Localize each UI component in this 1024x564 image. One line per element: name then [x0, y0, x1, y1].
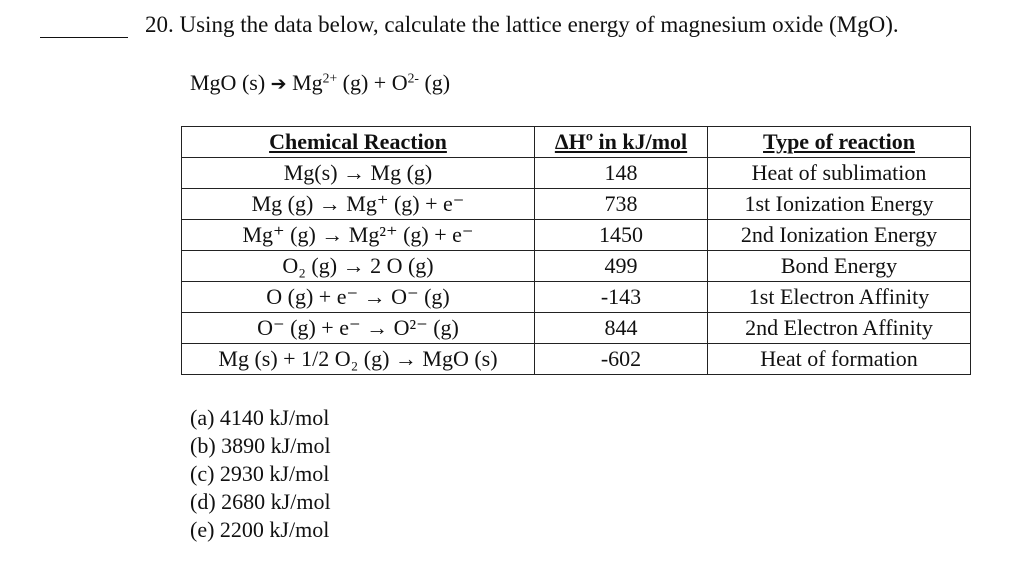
answer-blank	[40, 37, 128, 38]
reaction-cell: Mg(s) → Mg (g)	[182, 158, 535, 189]
table-header-row	[182, 127, 971, 158]
equation-mg: Mg	[292, 70, 323, 95]
type-cell: 2nd Electron Affinity	[708, 313, 971, 344]
equation-o-state: (g)	[424, 70, 451, 95]
enthalpy-cell: -143	[535, 282, 708, 313]
enthalpy-cell: 738	[535, 189, 708, 220]
answer-options	[190, 404, 331, 544]
thermo-data-table	[181, 126, 971, 375]
table-row	[182, 189, 971, 220]
question-number: 20.	[145, 12, 174, 37]
table-row	[182, 313, 971, 344]
question-text: Using the data below, calculate the lattice energy of magnesium oxide (MgO).	[179, 12, 899, 37]
enthalpy-cell: 148	[535, 158, 708, 189]
enthalpy-cell: -602	[535, 344, 708, 375]
type-cell: Heat of formation	[708, 344, 971, 375]
table-row	[182, 282, 971, 313]
table-row	[182, 344, 971, 375]
enthalpy-cell: 499	[535, 251, 708, 282]
equation-mg-state: (g) + O	[342, 70, 408, 95]
reaction-cell: O⁻ (g) + e⁻ → O²⁻ (g)	[182, 313, 535, 344]
type-cell: Bond Energy	[708, 251, 971, 282]
type-cell: 1st Ionization Energy	[708, 189, 971, 220]
header-reaction-type: Type of reaction	[708, 127, 971, 158]
enthalpy-cell: 1450	[535, 220, 708, 251]
option-c: (c) 2930 kJ/mol	[190, 461, 330, 486]
equation-mg-charge: 2+	[322, 70, 338, 86]
type-cell: Heat of sublimation	[708, 158, 971, 189]
lattice-equation	[190, 70, 450, 96]
question-heading	[145, 12, 899, 38]
reaction-cell: Mg (s) + 1/2 O₂ (g) → MgO (s)	[182, 344, 535, 375]
table-row	[182, 251, 971, 282]
reaction-cell: Mg⁺ (g) → Mg²⁺ (g) + e⁻	[182, 220, 535, 251]
option-a: (a) 4140 kJ/mol	[190, 405, 330, 430]
reaction-cell: O₂ (g) → 2 O (g)	[182, 251, 535, 282]
header-enthalpy: ΔHº in kJ/mol	[535, 127, 708, 158]
type-cell: 2nd Ionization Energy	[708, 220, 971, 251]
option-e: (e) 2200 kJ/mol	[190, 517, 330, 542]
enthalpy-cell: 844	[535, 313, 708, 344]
reaction-arrow-icon: ➔	[270, 73, 287, 95]
option-b: (b) 3890 kJ/mol	[190, 433, 331, 458]
type-cell: 1st Electron Affinity	[708, 282, 971, 313]
option-d: (d) 2680 kJ/mol	[190, 489, 331, 514]
table-row	[182, 158, 971, 189]
table-row	[182, 220, 971, 251]
equation-o-charge: 2-	[407, 70, 419, 86]
reaction-cell: O (g) + e⁻ → O⁻ (g)	[182, 282, 535, 313]
reaction-cell: Mg (g) → Mg⁺ (g) + e⁻	[182, 189, 535, 220]
header-chemical-reaction: Chemical Reaction	[182, 127, 535, 158]
equation-lhs: MgO (s)	[190, 70, 266, 95]
